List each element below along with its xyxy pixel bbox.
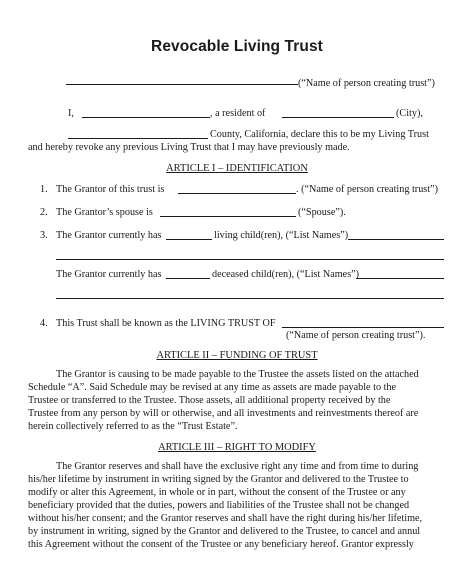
article2-line: Schedule “A”. Said Schedule may be revised at any time as assets are made payable to the — [28, 382, 397, 393]
name-hint: (“Name of person creating trust”) — [298, 78, 435, 89]
item3b-text: The Grantor currently has — [56, 269, 162, 280]
grantor-blank[interactable] — [178, 193, 296, 194]
article3-line: The Grantor reserves and shall have the exclusive right any time and from time to during — [56, 461, 419, 472]
item4-text: This Trust shall be known as the LIVING TRUST OF — [56, 318, 276, 329]
article1-heading: ARTICLE I – IDENTIFICATION — [166, 163, 308, 174]
item3-number: 3. — [40, 230, 48, 241]
article3-line: this Agreement without the consent of the Trustee or any beneficiary hereof. Grantor expressly — [28, 539, 414, 550]
revoke-text: and hereby revoke any previous Living Trust that I may have previously made. — [28, 142, 350, 153]
deceased-children-names-line[interactable] — [56, 298, 444, 299]
document-title: Revocable Living Trust — [151, 38, 323, 55]
grantor-name-blank[interactable] — [82, 117, 210, 118]
item1-hint: . (“Name of person creating trust”) — [296, 184, 438, 195]
article3-line: his/her lifetime by instrument in writing signed by the Grantor and delivered to the Trustee to — [28, 474, 409, 485]
resident-of-label: , a resident of — [210, 108, 266, 119]
city-hint: (City), — [396, 108, 423, 119]
article3-line: without his/her consent; and the Grantor reserves and shall have the right during his/her lifetime, — [28, 513, 423, 524]
article2-line: Trustee or transferred to the Trustee. Those assets, all additional property received by the — [28, 395, 391, 406]
living-children-count-blank[interactable] — [166, 239, 212, 240]
article2-line: herein collectively referred to as the “Trust Estate”. — [28, 421, 238, 432]
article2-line: The Grantor is causing to be made payable to the Trustee the assets listed on the attached — [56, 369, 419, 380]
article3-line: modify or alter this Agreement, in whole or in part, without the consent of the Trustee or any — [28, 487, 406, 498]
item3-hint: living child(ren), (“List Names”) — [214, 230, 349, 241]
item2-number: 2. — [40, 207, 48, 218]
city-blank[interactable] — [282, 117, 394, 118]
item1-text: The Grantor of this trust is — [56, 184, 165, 195]
article2-line: Trustee from any person by will or otherwise, and all investments and reinvestments thereof are — [28, 408, 419, 419]
article3-heading: ARTICLE III – RIGHT TO MODIFY — [158, 442, 316, 453]
i-label: I, — [68, 108, 74, 119]
article2-heading: ARTICLE II – FUNDING OF TRUST — [156, 350, 318, 361]
item1-number: 1. — [40, 184, 48, 195]
county-text: County, California, declare this to be my Living Trust — [210, 129, 429, 140]
article3-line: by instrument in writing, signed by the Grantor and delivered to the Trustee, to cancel and annul — [28, 526, 421, 537]
item2-hint: (“Spouse”). — [298, 207, 346, 218]
item4-number: 4. — [40, 318, 48, 329]
name-blank[interactable] — [66, 84, 298, 85]
deceased-children-names-blank[interactable] — [356, 278, 444, 279]
county-blank[interactable] — [68, 138, 208, 139]
living-children-names-blank[interactable] — [348, 239, 444, 240]
deceased-children-count-blank[interactable] — [166, 278, 210, 279]
article3-line: beneficiary provided that the duties, powers and liabilities of the Trustee shall not be changed — [28, 500, 410, 511]
item3-text: The Grantor currently has — [56, 230, 162, 241]
item4-hint: (“Name of person creating trust”). — [286, 330, 426, 341]
item3b-hint: deceased child(ren), (“List Names”) — [212, 269, 360, 280]
spouse-blank[interactable] — [160, 216, 296, 217]
item2-text: The Grantor’s spouse is — [56, 207, 153, 218]
trust-name-blank[interactable] — [282, 327, 444, 328]
living-children-names-line[interactable] — [56, 259, 444, 260]
